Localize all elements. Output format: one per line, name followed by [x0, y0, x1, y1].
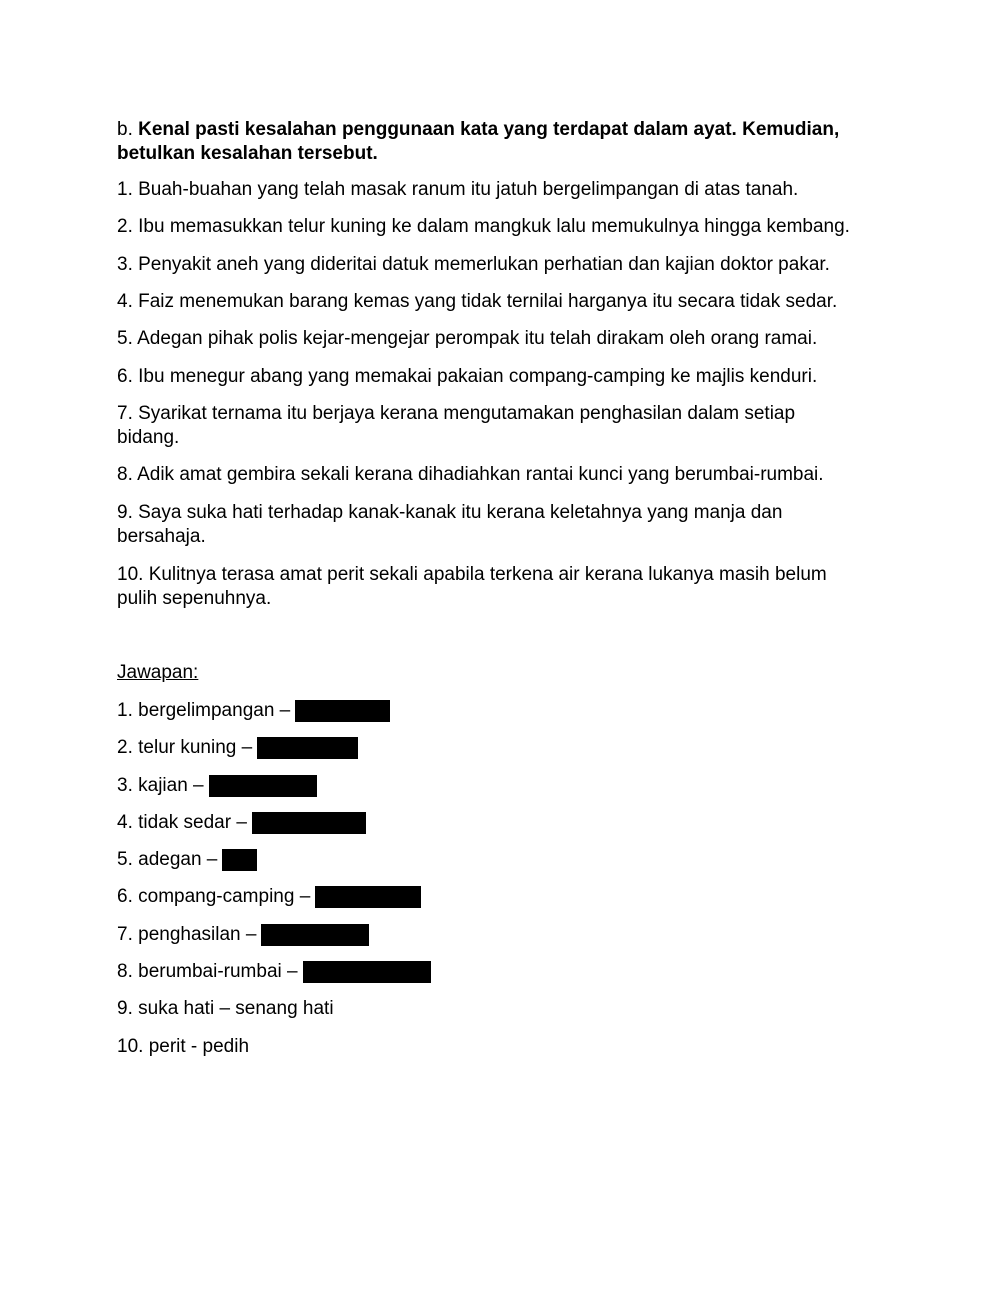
answer-5-text: 5. adegan –	[117, 849, 218, 870]
redacted-answer-6	[315, 886, 421, 908]
question-6: 6. Ibu menegur abang yang memakai pakaian compang-camping ke majlis kenduri.	[117, 366, 818, 387]
instruction	[117, 118, 877, 166]
instruction-text: Kenal pasti kesalahan penggunaan kata yang terdapat dalam ayat. Kemudian, betulkan kesalahan tersebut.	[117, 119, 840, 164]
redacted-answer-5	[222, 849, 257, 871]
answer-4-text: 4. tidak sedar –	[117, 812, 247, 833]
answer-2-text: 2. telur kuning –	[117, 737, 253, 758]
answer-3-text: 3. kajian –	[117, 775, 204, 796]
question-8: 8. Adik amat gembira sekali kerana dihadiahkan rantai kunci yang berumbai-rumbai.	[117, 464, 824, 485]
question-5: 5. Adegan pihak polis kejar-mengejar perompak itu telah dirakam oleh orang ramai.	[117, 328, 818, 349]
answer-2	[117, 736, 358, 760]
redacted-answer-2	[257, 737, 358, 759]
question-7: 7. Syarikat ternama itu berjaya kerana mengutamakan penghasilan dalam setiap bidang.	[117, 403, 796, 448]
answer-8	[117, 960, 431, 984]
question-1: 1. Buah-buahan yang telah masak ranum itu jatuh bergelimpangan di atas tanah.	[117, 179, 799, 200]
question-9: 9. Saya suka hati terhadap kanak-kanak itu kerana keletahnya yang manja dan bersahaja.	[117, 502, 783, 547]
answer-6-text: 6. compang-camping –	[117, 886, 311, 907]
redacted-answer-8	[303, 961, 431, 983]
answer-7	[117, 923, 369, 947]
answer-6	[117, 885, 421, 909]
question-3: 3. Penyakit aneh yang dideritai datuk memerlukan perhatian dan kajian doktor pakar.	[117, 254, 830, 275]
redacted-answer-1	[295, 700, 390, 722]
answer-4	[117, 811, 366, 835]
answer-1-text: 1. bergelimpangan –	[117, 700, 291, 721]
answer-10	[117, 1035, 249, 1059]
question-4: 4. Faiz menemukan barang kemas yang tidak ternilai harganya itu secara tidak sedar.	[117, 291, 838, 312]
answer-9-text: 9. suka hati – senang hati	[117, 998, 334, 1019]
redacted-answer-7	[261, 924, 369, 946]
answer-3	[117, 774, 317, 798]
answer-9	[117, 997, 334, 1021]
answer-10-text: 10. perit - pedih	[117, 1036, 250, 1057]
instruction-prefix: b.	[117, 119, 139, 140]
answer-5	[117, 848, 257, 872]
redacted-answer-3	[209, 775, 317, 797]
answer-8-text: 8. berumbai-rumbai –	[117, 961, 298, 982]
question-2: 2. Ibu memasukkan telur kuning ke dalam mangkuk lalu memukulnya hingga kembang.	[117, 216, 850, 237]
answer-7-text: 7. penghasilan –	[117, 924, 257, 945]
answers-heading: Jawapan:	[117, 662, 199, 683]
question-10: 10. Kulitnya terasa amat perit sekali apabila terkena air kerana lukanya masih belum pulih sepenuhnya.	[117, 564, 827, 609]
redacted-answer-4	[252, 812, 366, 834]
answer-1	[117, 699, 390, 723]
